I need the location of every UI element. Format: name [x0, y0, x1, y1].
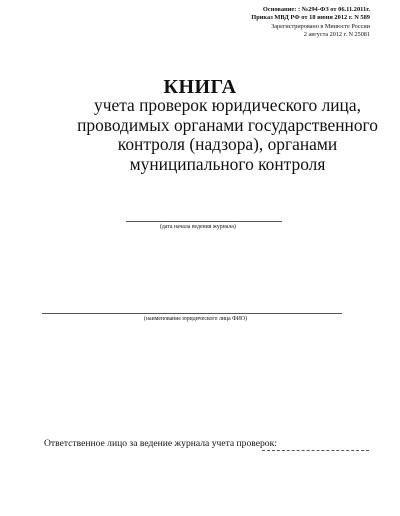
- basis-line-order: Приказ МВД РФ от 18 июня 2012 г. N 589: [251, 14, 370, 22]
- subtitle-line-2: проводимых органами государственного: [77, 114, 378, 135]
- document-title: КНИГА: [163, 76, 237, 98]
- legal-entity-name-caption: (наименование юридического лица ФИО): [144, 316, 248, 322]
- basis-line-law: Основание: : №294-ФЗ от 06.11.2011г.: [262, 6, 370, 13]
- subtitle-line-4: муниципального контроля: [129, 153, 326, 174]
- legal-entity-name-field-line[interactable]: [42, 313, 342, 314]
- responsible-person-field-line[interactable]: [262, 450, 369, 451]
- subtitle-line-1: учета проверок юридического лица,: [94, 95, 361, 115]
- start-date-field-line[interactable]: [126, 221, 282, 222]
- responsible-person-label: Ответственное лицо за ведение журнала учета проверок:: [44, 438, 277, 449]
- subtitle-line-3: контроля (надзора), органами: [117, 134, 338, 154]
- basis-line-date: 2 августа 2012 г. N 25081: [303, 31, 370, 39]
- basis-block: [170, 6, 370, 40]
- document-subtitle: [60, 96, 395, 174]
- start-date-caption: (дата начала ведения журнала): [160, 224, 236, 230]
- basis-line-registered: Зарегистрировано в Минюсте России: [271, 22, 370, 30]
